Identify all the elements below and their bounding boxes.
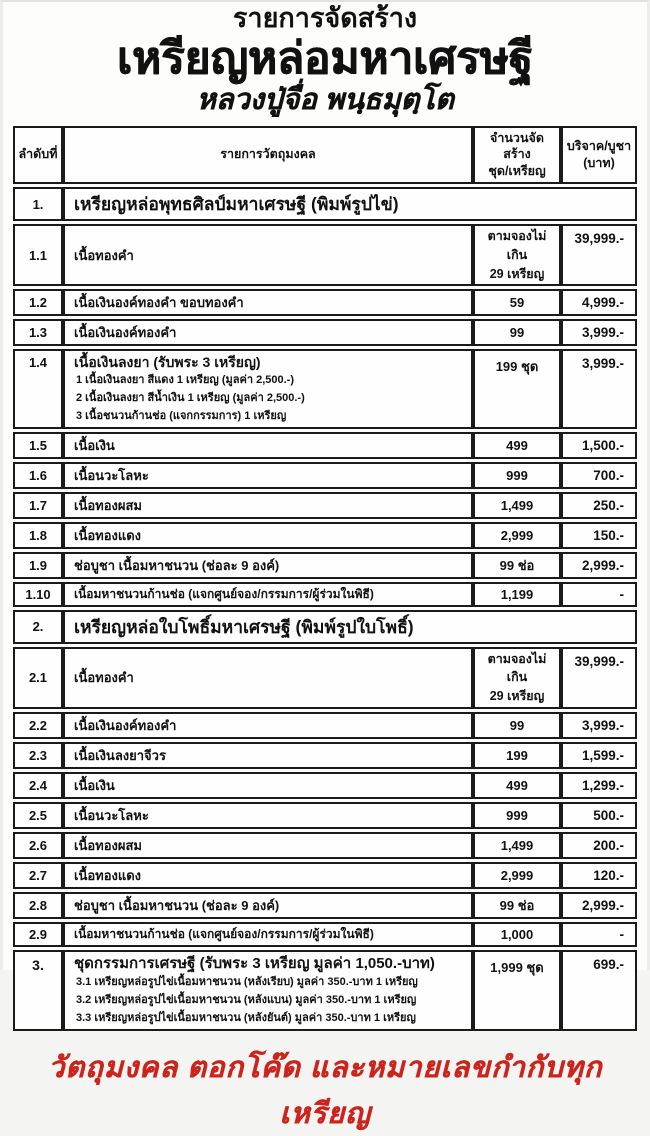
- row-number: 2.7: [13, 862, 63, 889]
- price-table: [13, 123, 637, 1034]
- table-row-2-4: [13, 772, 637, 799]
- row-number: 2.3: [13, 742, 63, 769]
- item-description: เนื้อเงินองค์ทองคำ: [63, 712, 473, 739]
- title-block: [3, 2, 647, 117]
- quantity: 1,000: [473, 922, 561, 947]
- row-number: 2.1: [13, 647, 63, 709]
- row-number: 2.9: [13, 922, 63, 947]
- quantity: 499: [473, 772, 561, 799]
- row-number: 2.8: [13, 892, 63, 919]
- table-row-2-2: [13, 712, 637, 739]
- price: -: [561, 582, 637, 607]
- item-description: เนื้อทองแดง: [63, 862, 473, 889]
- row-number: 1.6: [13, 462, 63, 489]
- quantity: ตามจองไม่เกิน 29 เหรียญ: [473, 647, 561, 709]
- row-number: 1.8: [13, 522, 63, 549]
- table-row-1-7: [13, 492, 637, 519]
- row-number: 2.4: [13, 772, 63, 799]
- quantity: 999: [473, 802, 561, 829]
- row-number: 1.5: [13, 432, 63, 459]
- table-row-1-8: [13, 522, 637, 549]
- quantity: ตามจองไม่เกิน 29 เหรียญ: [473, 224, 561, 286]
- quantity: 99: [473, 319, 561, 346]
- row-number: 1.9: [13, 552, 63, 579]
- item-description: เนื้อนวะโลหะ: [63, 802, 473, 829]
- item-description: เนื้อเงิน: [63, 432, 473, 459]
- item-description: เนื้อเงินองค์ทองคำ ขอบทองคำ: [63, 289, 473, 316]
- table-row-1-9: [13, 552, 637, 579]
- table-row-2-1: [13, 647, 637, 709]
- row-number: 1.3: [13, 319, 63, 346]
- table-row-2-9: [13, 922, 637, 947]
- quantity: 1,999 ชุด: [473, 950, 561, 1031]
- price: 150.-: [561, 522, 637, 549]
- sub-item: 3 เนื้อชนวนก้านช่อ (แจกกรรมการ) 1 เหรียญ: [76, 409, 287, 422]
- item-description: ช่อบูชา เนื้อมหาชนวน (ช่อละ 9 องค์): [63, 552, 473, 579]
- quantity: 99 ช่อ: [473, 552, 561, 579]
- item-description: เนื้อทองคำ: [63, 224, 473, 286]
- item-description: เนื้อเงิน: [63, 772, 473, 799]
- table-row-1-6: [13, 462, 637, 489]
- row-number: 1.10: [13, 582, 63, 607]
- table-row-section-2: [13, 610, 637, 644]
- price: 2,999.-: [561, 892, 637, 919]
- table-row-1-2: [13, 289, 637, 316]
- header-description: รายการวัตถุมงคล: [63, 126, 473, 185]
- item-description: เนื้อทองผสม: [63, 832, 473, 859]
- quantity: 1,199: [473, 582, 561, 607]
- table-row-1-1: [13, 224, 637, 286]
- page-title-main: เหรียญหล่อมหาเศรษฐี: [117, 33, 533, 85]
- item-description: เนื้อมหาชนวนก้านช่อ (แจกศูนย์จอง/กรรมการ/ผู้ร่วมในพิธี): [63, 582, 473, 607]
- row-number: 2.6: [13, 832, 63, 859]
- quantity: 999: [473, 462, 561, 489]
- price: 39,999.-: [561, 647, 637, 709]
- table-row-2-7: [13, 862, 637, 889]
- price: 200.-: [561, 832, 637, 859]
- price: 3,999.-: [561, 319, 637, 346]
- row-number: 1.7: [13, 492, 63, 519]
- section-title: เหรียญหล่อพุทธศิลป์มหาเศรษฐี (พิมพ์รูปไข่): [63, 187, 637, 221]
- price: 120.-: [561, 862, 637, 889]
- row-number: 1.: [13, 187, 63, 221]
- row-number: 2.2: [13, 712, 63, 739]
- sub-item: 2 เนื้อเงินลงยา สีน้ำเงิน 1 เหรียญ (มูลค่า 2,500.-): [76, 392, 305, 405]
- quantity: 59: [473, 289, 561, 316]
- quantity: 2,999: [473, 862, 561, 889]
- item-description: เนื้อมหาชนวนก้านช่อ (แจกศูนย์จอง/กรรมการ/ผู้ร่วมในพิธี): [63, 922, 473, 947]
- quantity: 99 ช่อ: [473, 892, 561, 919]
- row-number: 1.2: [13, 289, 63, 316]
- row-number: 1.1: [13, 224, 63, 286]
- row-number: 2.: [13, 610, 63, 644]
- item-description: ชุดกรรมการเศรษฐี (รับพระ 3 เหรียญ มูลค่า 1,050.-บาท) 3.1 เหรียญหล่อรูปไข่เนื้อมหาชนวน (หลังเรียบ) มูลค่า 350.-บาท 1 เหรียญ 3.2 เหรียญหล่อรูปไข่เนื้อมหาชนวน (หลังแบน) มูลค่า 350.-บาท 1 เหรียญ 3.3 เหรียญหล่อรูปไข่เนื้อมหาชนวน (หลังยันต์) มูลค่า 350.-บาท 1 เหรียญ: [63, 950, 473, 1031]
- sub-item: 3.3 เหรียญหล่อรูปไข่เนื้อมหาชนวน (หลังยันต์) มูลค่า 350.-บาท 1 เหรียญ: [76, 1011, 416, 1024]
- item-description: ช่อบูชา เนื้อมหาชนวน (ช่อละ 9 องค์): [63, 892, 473, 919]
- price: 1,500.-: [561, 432, 637, 459]
- quantity: 99: [473, 712, 561, 739]
- table-row-1-4: [13, 349, 637, 428]
- quantity: 1,499: [473, 832, 561, 859]
- table-header-row: [13, 126, 637, 185]
- price: 4,999.-: [561, 289, 637, 316]
- item-description: เนื้อทองคำ: [63, 647, 473, 709]
- price: 500.-: [561, 802, 637, 829]
- sub-item: 1 เนื้อเงินลงยา สีแดง 1 เหรียญ (มูลค่า 2,500.-): [76, 374, 294, 387]
- row-number: 3.: [13, 950, 63, 1031]
- table-row-section-1: [13, 187, 637, 221]
- quantity: 199: [473, 742, 561, 769]
- page-title: รายการจัดสร้าง: [232, 3, 418, 33]
- price: 699.-: [561, 950, 637, 1031]
- price: 700.-: [561, 462, 637, 489]
- quantity: 499: [473, 432, 561, 459]
- quantity: 2,999: [473, 522, 561, 549]
- item-description: เนื้อทองผสม: [63, 492, 473, 519]
- quantity: 199 ชุด: [473, 349, 561, 428]
- table-row-2-3: [13, 742, 637, 769]
- table-row-1-5: [13, 432, 637, 459]
- price: 3,999.-: [561, 712, 637, 739]
- item-description: เนื้อเงินลงยาจีวร: [63, 742, 473, 769]
- sub-item: 3.1 เหรียญหล่อรูปไข่เนื้อมหาชนวน (หลังเรียบ) มูลค่า 350.-บาท 1 เหรียญ: [76, 976, 418, 989]
- page-title-monk-name: หลวงปู่จื่อ พนฺธมุตฺโต: [196, 83, 454, 116]
- price: 39,999.-: [561, 224, 637, 286]
- price: 250.-: [561, 492, 637, 519]
- price: 1,299.-: [561, 772, 637, 799]
- price: -: [561, 922, 637, 947]
- item-description: เนื้อนวะโลหะ: [63, 462, 473, 489]
- price: 1,599.-: [561, 742, 637, 769]
- item-description: เนื้อเงินลงยา (รับพระ 3 เหรียญ) 1 เนื้อเงินลงยา สีแดง 1 เหรียญ (มูลค่า 2,500.-) 2 เนื้อเงินลงยา สีน้ำเงิน 1 เหรียญ (มูลค่า 2,500.-) 3 เนื้อชนวนก้านช่อ (แจกกรรมการ) 1 เหรียญ: [63, 349, 473, 428]
- price: 2,999.-: [561, 552, 637, 579]
- item-description: เนื้อเงินองค์ทองคำ: [63, 319, 473, 346]
- quantity: 1,499: [473, 492, 561, 519]
- table-row-1-3: [13, 319, 637, 346]
- header-no: ลำดับที่: [13, 126, 63, 185]
- price: 3,999.-: [561, 349, 637, 428]
- sub-item: 3.2 เหรียญหล่อรูปไข่เนื้อมหาชนวน (หลังแบน) มูลค่า 350.-บาท 1 เหรียญ: [76, 994, 417, 1007]
- header-quantity: จำนวนจัดสร้าง ชุด/เหรียญ: [473, 126, 561, 185]
- table-row-1-10: [13, 582, 637, 607]
- footer-note: วัตถุมงคล ตอกโค๊ด และหมายเลขกำกับทุกเหรียญ: [47, 1051, 603, 1130]
- item-description: เนื้อทองแดง: [63, 522, 473, 549]
- table-row-3: [13, 950, 637, 1031]
- header-price: บริจาค/บูชา (บาท): [561, 126, 637, 185]
- row-number: 1.4: [13, 349, 63, 428]
- row-number: 2.5: [13, 802, 63, 829]
- table-row-2-5: [13, 802, 637, 829]
- section-title: เหรียญหล่อใบโพธิ์มหาเศรษฐี (พิมพ์รูปใบโพธิ์): [63, 610, 637, 644]
- table-row-2-6: [13, 832, 637, 859]
- table-row-2-8: [13, 892, 637, 919]
